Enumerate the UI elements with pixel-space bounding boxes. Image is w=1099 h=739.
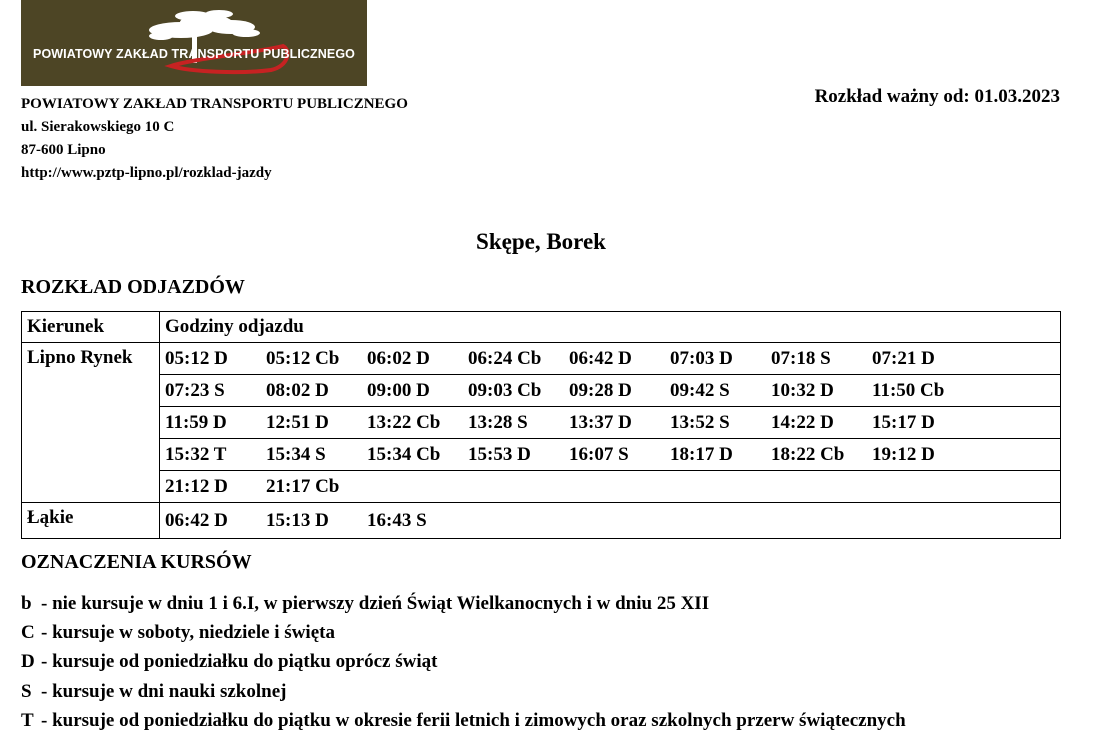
departure-time: 07:23 S bbox=[165, 379, 225, 401]
legend-item bbox=[21, 589, 906, 618]
times-list bbox=[165, 444, 1060, 466]
departure-time: 13:52 S bbox=[670, 411, 730, 433]
times-list bbox=[165, 380, 1060, 402]
departure-time: 09:00 D bbox=[367, 379, 430, 401]
departure-time: 06:42 D bbox=[165, 509, 228, 531]
departure-time: 09:42 S bbox=[670, 379, 730, 401]
table-row bbox=[22, 439, 1061, 471]
table-header-row bbox=[22, 312, 1061, 343]
departure-time: 11:59 D bbox=[165, 411, 227, 433]
company-info bbox=[21, 93, 408, 185]
departure-time: 06:42 D bbox=[569, 347, 632, 369]
legend-code: C bbox=[21, 622, 35, 644]
departure-time: 07:03 D bbox=[670, 347, 733, 369]
direction-name: Łąkie bbox=[22, 503, 160, 539]
departure-time: 15:34 S bbox=[266, 443, 326, 465]
departure-time: 16:07 S bbox=[569, 443, 629, 465]
departure-time: 16:43 S bbox=[367, 509, 427, 531]
departure-time: 15:13 D bbox=[266, 509, 329, 531]
departure-time: 13:28 S bbox=[468, 411, 528, 433]
times-cell bbox=[160, 439, 1061, 471]
tree-logo-icon bbox=[21, 0, 367, 86]
legend-code: S bbox=[21, 680, 32, 702]
table-row bbox=[22, 343, 1061, 375]
legend-list bbox=[21, 589, 906, 735]
company-city: 87-600 Lipno bbox=[21, 142, 106, 158]
legend-item bbox=[21, 647, 906, 676]
schedule-title: ROZKŁAD ODJAZDÓW bbox=[21, 276, 245, 298]
legend-text: - kursuje od poniedziałku do piątku oprócz świąt bbox=[41, 651, 438, 673]
departure-time: 13:22 Cb bbox=[367, 411, 441, 433]
times-cell bbox=[160, 407, 1061, 439]
table-row bbox=[22, 503, 1061, 539]
direction-name: Lipno Rynek bbox=[22, 343, 160, 503]
departure-time: 06:02 D bbox=[367, 347, 430, 369]
company-name: POWIATOWY ZAKŁAD TRANSPORTU PUBLICZNEGO bbox=[21, 96, 408, 112]
legend-item bbox=[21, 618, 906, 647]
table-row bbox=[22, 471, 1061, 503]
valid-from: Rozkład ważny od: 01.03.2023 bbox=[814, 86, 1060, 107]
legend-text: - kursuje od poniedziałku do piątku w okresie ferii letnich i zimowych oraz szkolnych przerw świątecznych bbox=[41, 709, 906, 731]
legend-code: T bbox=[21, 709, 34, 731]
times-cell bbox=[160, 503, 1061, 539]
legend-item bbox=[21, 677, 906, 706]
legend-text: - kursuje w dni nauki szkolnej bbox=[41, 680, 287, 702]
departure-time: 10:32 D bbox=[771, 379, 834, 401]
departure-time: 08:02 D bbox=[266, 379, 329, 401]
departure-time: 18:22 Cb bbox=[771, 443, 845, 465]
times-cell bbox=[160, 343, 1061, 375]
departure-time: 05:12 D bbox=[165, 347, 228, 369]
departure-time: 21:17 Cb bbox=[266, 475, 340, 497]
departure-time: 06:24 Cb bbox=[468, 347, 542, 369]
company-street: ul. Sierakowskiego 10 C bbox=[21, 119, 175, 135]
header-direction: Kierunek bbox=[22, 312, 160, 343]
times-list bbox=[165, 476, 1060, 498]
company-url: http://www.pztp-lipno.pl/rozklad-jazdy bbox=[21, 165, 272, 181]
times-list bbox=[165, 348, 1060, 370]
legend-text: - kursuje w soboty, niedziele i święta bbox=[41, 622, 335, 644]
departure-time: 19:12 D bbox=[872, 443, 935, 465]
departure-time: 09:28 D bbox=[569, 379, 632, 401]
stop-name: Skępe, Borek bbox=[476, 229, 606, 254]
departure-time: 15:32 T bbox=[165, 443, 227, 465]
departure-time: 05:12 Cb bbox=[266, 347, 340, 369]
departure-time: 14:22 D bbox=[771, 411, 834, 433]
legend-code: D bbox=[21, 651, 35, 673]
table-row bbox=[22, 407, 1061, 439]
departure-time: 09:03 Cb bbox=[468, 379, 542, 401]
departure-time: 07:21 D bbox=[872, 347, 935, 369]
legend-code: b bbox=[21, 593, 32, 614]
departure-time: 21:12 D bbox=[165, 475, 228, 497]
times-cell bbox=[160, 375, 1061, 407]
table-row bbox=[22, 375, 1061, 407]
departure-time: 18:17 D bbox=[670, 443, 733, 465]
departure-time: 13:37 D bbox=[569, 411, 632, 433]
legend-title: OZNACZENIA KURSÓW bbox=[21, 551, 252, 573]
timetable bbox=[21, 311, 1061, 539]
times-list bbox=[165, 412, 1060, 434]
departure-time: 15:17 D bbox=[872, 411, 935, 433]
departure-time: 12:51 D bbox=[266, 411, 329, 433]
logo-text: POWIATOWY ZAKŁAD TRANSPORTU PUBLICZNEGO bbox=[33, 47, 355, 61]
departure-time: 15:53 D bbox=[468, 443, 531, 465]
times-cell bbox=[160, 471, 1061, 503]
departure-time: 07:18 S bbox=[771, 347, 831, 369]
departure-time: 15:34 Cb bbox=[367, 443, 441, 465]
departure-time: 11:50 Cb bbox=[872, 379, 945, 401]
company-logo bbox=[21, 0, 367, 86]
legend-item bbox=[21, 706, 906, 735]
legend-text: - nie kursuje w dniu 1 i 6.I, w pierwszy dzień Świąt Wielkanocnych i w dniu 25 XII bbox=[41, 593, 710, 614]
times-list bbox=[165, 510, 1060, 532]
header-times: Godziny odjazdu bbox=[160, 312, 1061, 343]
